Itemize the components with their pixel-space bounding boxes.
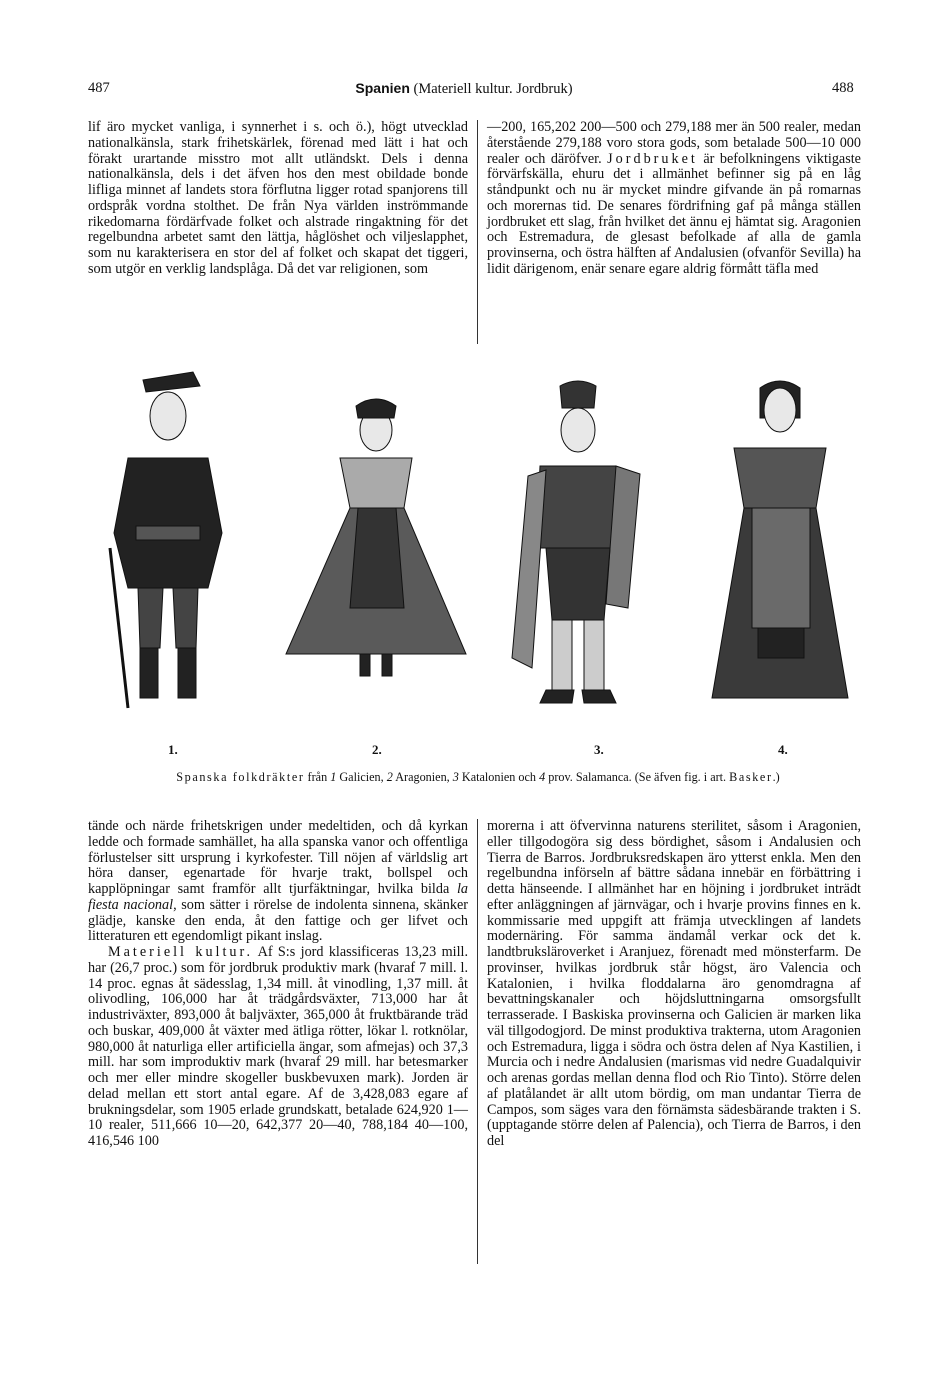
caption-text: Galicien, [336,770,387,784]
column-top-right [487,120,861,278]
italic-term: la fiesta nacional [88,881,468,913]
caption-num: 1 [330,770,337,784]
column-top-left [88,120,468,278]
column-divider-bottom [477,819,478,1264]
column-divider-top [477,120,478,344]
figure-number: 3. [594,742,604,757]
caption-num: 3 [452,770,459,784]
text-run: , som sätter i rörelse de indolenta sinnena, skänker glädje, kanske den enda, åt den fattige och ger lifvet och litteraturen ett egendomligt pikant inslag. [88,896,469,945]
figure-aragon-woman [286,399,466,676]
text-run: —200, 165,202 200—500 och 279,188 mer än 500 realer, medan återstående 279,188 voro stora gods, som betalade 500—10 000 realer och däröfver. [487,119,861,167]
caption-num: 4 [539,770,546,784]
caption-text: prov. Salamanca. (Se äfven fig. i art. [545,770,730,784]
page-number-left: 487 [88,80,110,96]
caption-ref: Basker [729,770,773,784]
column-bottom-right [487,819,861,1150]
figure-number: 4. [778,742,788,757]
page-number-right: 488 [832,80,854,96]
caption-lead: Spanska folkdräkter [176,770,305,784]
figure-catalonia-man [512,381,640,703]
figure-salamanca-woman [712,381,848,698]
costume-illustration [88,358,868,738]
section-head: Materiell kultur. [108,944,254,960]
text-run: är befolkningens viktigaste förvärfskälla, ehuru det i allmänhet befinner sig på en låg ståndpunkt och nu är mycket mindre gifvande än på romarnas och morernas tid. De senares fördrifning gaf på många ställen jordbruket ett slag, från hvilket det ännu ej hämtat sig. Aragonien och Estremadura, de glesast befolkade af alla de gamla provinserna, och östra hälften af Andalusien (ofvanför Sevilla) ha lidit därigenom, enär senare egare aldrig förmått täfla med [487,150,861,277]
caption-text: Katalonien och [458,770,540,784]
running-head-bold: Spanien [355,80,410,96]
paragraph [88,819,468,945]
paragraph [487,120,861,278]
figure-caption [88,770,868,785]
figure-number: 1. [168,742,178,757]
figure-galicia-man [110,372,222,708]
caption-text: Aragonien, [392,770,453,784]
text-run: Af S:s jord klassificeras 13,23 mill. har (26,7 proc.) som för jordbruk produktiv mark (hvaraf 7 mill. l. 14 proc. egnas åt sädesslag, 1,34 mill. åt vinodling, 1,37 mill. åt olivodling, 106,000 har åt trädgårdsväxter, 713,000 har åt industriväxter, 893,000 åt baljväxter, 365,000 åt fruktbärande träd och buskar, 409,000 åt växter med ätliga rötter, lökar l. rotknölar, 980,000 åt naturliga eller artificiella ängar, som afmejas) och 37,3 mill. har som improduktiv mark (hvaraf 29 mill. har betesmarker och mer eller mindre skogeller buskbevuxen mark). Jorden är delad mellan ett stort antal egare. Af de 3,428,083 egare af brukningsdelar, som 1905 erlade grundskatt, betalade 624,920 1—10 realer, 511,666 10—20, 642,377 20—40, 788,184 40—100, 416,546 100 [88,944,469,1149]
column-bottom-left [88,819,468,1150]
running-head [0,80,928,98]
paragraph [88,945,468,1150]
caption-text: från [304,770,331,784]
paragraph: lif äro mycket vanliga, i synnerhet i s. och ö.), högt utvecklad nationalkänsla, stark frihetskärlek, förenad med lätt i hat och förakt urartande misstro mot allt utländskt. Dels i denna nationalkänsla, dels i det äfven hos den mest obildade bonde lifliga minnet af landets stora förflutna ligger rotad spanjorens till ordspråk vordna stolthet. De från Nya världen inströmmande rikedomarna fördärfvade folket och alstrade ringaktning för det regelbundna arbetet samt den lättja, håglöshet och viljeslapphet, som nu karakterisera en stor del af folket och skapat det tiggeri, som utgör en verklig landsplåga. Då det var religionen, som [88,119,468,277]
caption-num: 2 [386,770,393,784]
paragraph: morerna i att öfvervinna naturens sterilitet, såsom i Aragonien, eller tillgodogöra sig dess bördighet, såsom i Andalusien och Tierra de Barros. Jordbruksredskapen äro ytterst enkla. Men den regelbundna införseln af bättre sådana innebär en förbättring i detta hänseende. I allmänhet har en höjning i jordbruket inträdt efter anläggningen af järnvägar, och i hvarje provins finnes en k. kommissarie med uppgift att främja utvecklingen af landets modernäring. För samma ändamål verkar ock det k. landtbruksläroverket i Aranjuez, förenadt med mönsterfarm. De provinser, hvilkas jordbruk står högst, äro Valencia och Katalonien, i hvilka floddalarna äro genomdragna af bevattningskanaler och höjdsluttningarna omsorgsfullt terrasserade. I Baskiska provinserna och Galicien är marken lika väl tillgodogjord. De minst produktiva trakterna, utom Aragonien och Estremadura, ligga i södra och östra delen af Nya Kastilien, i Murcia och i nedre Andalusien (marismas vid nedre Guadalquivir och arenas gordas mellan denna flod och Rio Tinto). Större delen af platålandet är allt utom bördig, om man undantar Tierra de Campos, som säges vara den förnämsta sädesbärande trakten i S. (upptagande större delen af Palencia), och Tierra de Barros, i den del [487,818,861,1149]
spaced-term: Jordbruket [607,150,698,167]
text-run: tände och närde frihetskrigen under medeltiden, och då kyrkan ledde och formade samhället, ha alla spanska vanor och offentliga förlustelser sitt ursprung i kyrkofester. Till nöjen af världslig art höra danser, egenartade för hvarje trakt, bollspel och kapplöpningar samt framför allt tjurfäktningar, hvilka bilda [88,818,468,897]
caption-text: .) [772,770,780,784]
figure-number: 2. [372,742,382,757]
running-head-rest: (Materiell kultur. Jordbruk) [409,81,573,97]
